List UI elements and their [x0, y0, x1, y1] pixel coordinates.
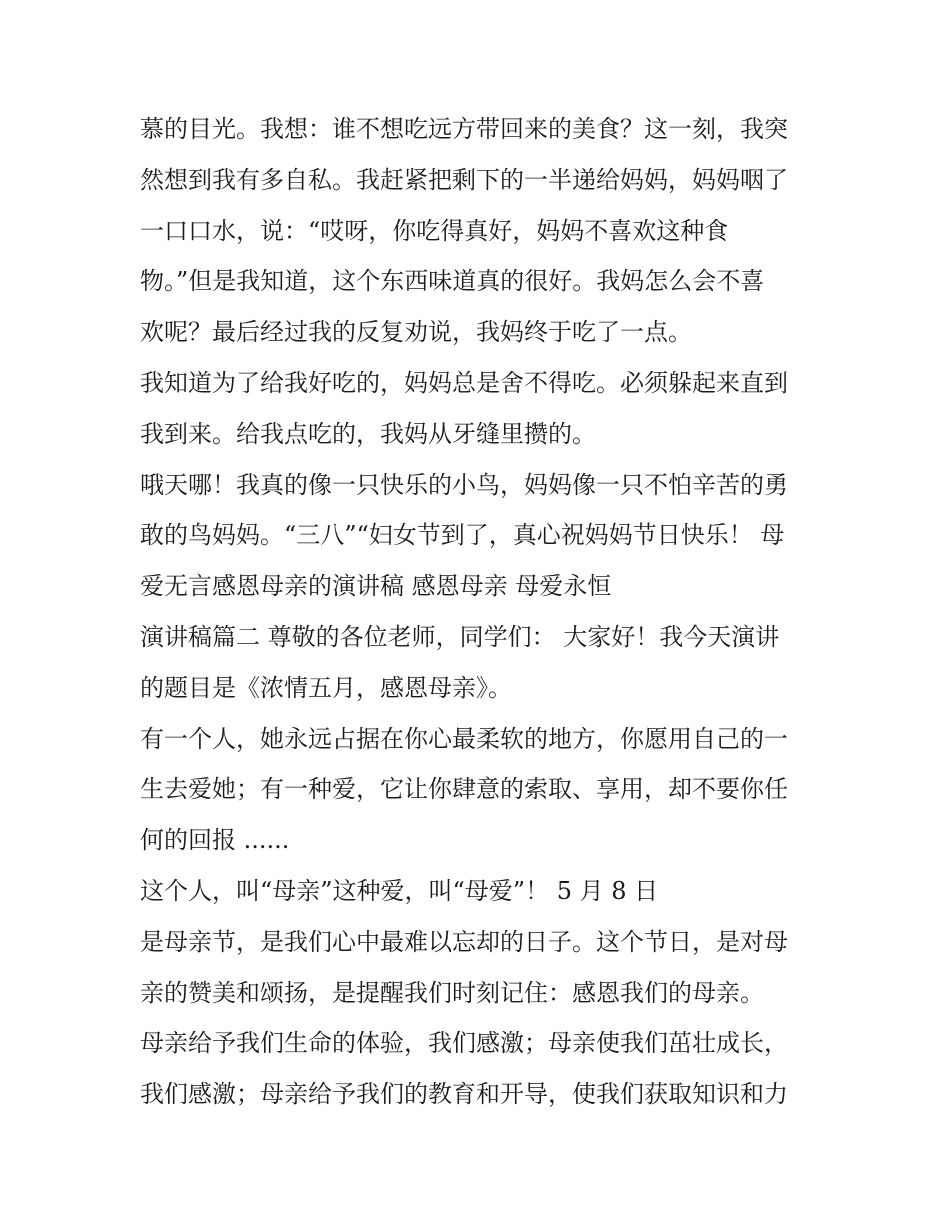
text-line: 我知道为了给我好吃的，妈妈总是舍不得吃。必须躲起来直到	[140, 368, 788, 397]
text-line: 这个人，叫“母亲”这种爱，叫“母爱”！ 5 月 8 日	[140, 876, 659, 905]
text-line: 的题目是《浓情五月，感恩母亲》。	[140, 673, 512, 702]
text-line: 然想到我有多自私。我赶紧把剩下的一半递给妈妈，妈妈咽了	[140, 165, 788, 194]
text-line: 是母亲节，是我们心中最难以忘却的日子。这个节日，是对母	[140, 927, 788, 956]
document-text	[140, 104, 820, 1120]
text-line: 我们感激；母亲给予我们的教育和开导，使我们获取知识和力	[140, 1080, 788, 1109]
text-line: 慕的目光。我想：谁不想吃远方带回来的美食？这一刻，我突	[140, 115, 788, 143]
text-line: 生去爱她；有一种爱，它让你肆意的索取、享用，却不要你任	[140, 775, 788, 804]
text-line: 欢呢？最后经过我的反复劝说，我妈终于吃了一点。	[140, 318, 692, 347]
text-line: 母亲给予我们生命的体验，我们感激；母亲使我们茁壮成长，	[140, 1029, 788, 1058]
text-line: 我到来。给我点吃的，我妈从牙缝里攒的。	[140, 419, 596, 448]
text-line: 哦天哪！我真的像一只快乐的小鸟，妈妈像一只不怕辛苦的勇	[140, 470, 788, 499]
text-line: 何的回报 ......	[140, 826, 290, 855]
text-line: 敢的鸟妈妈。“三八”“妇女节到了，真心祝妈妈节日快乐！ 母	[140, 521, 785, 550]
text-line: 爱无言感恩母亲的演讲稿 感恩母亲 母爱永恒	[140, 572, 612, 601]
text-line: 演讲稿篇二 尊敬的各位老师，同学们： 大家好！我今天演讲	[140, 622, 780, 651]
text-line: 有一个人，她永远占据在你心最柔软的地方，你愿用自己的一	[140, 724, 788, 753]
text-line: 物。”但是我知道，这个东西味道真的很好。我妈怎么会不喜	[140, 267, 765, 296]
text-line: 亲的赞美和颂扬，是提醒我们时刻记住：感恩我们的母亲。	[140, 978, 764, 1007]
text-line: 一口口水，说：“哎呀，你吃得真好，妈妈不喜欢这种食	[140, 216, 729, 245]
